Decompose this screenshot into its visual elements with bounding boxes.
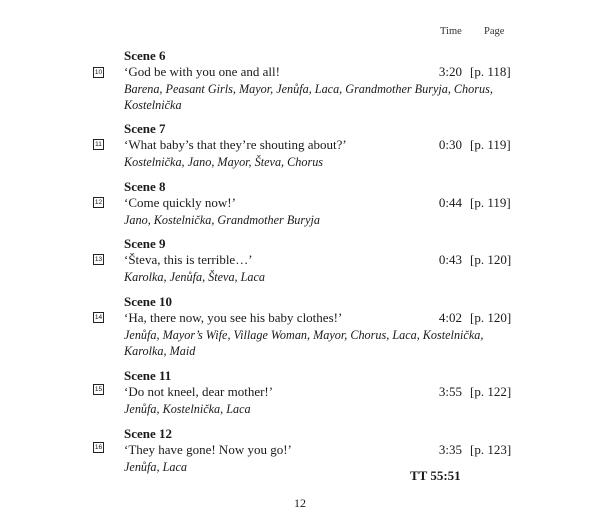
time-column-header: Time (440, 26, 462, 37)
scene-quote: ‘They have gone! Now you go!’ (124, 442, 292, 457)
scene-cast: Karolka, Jenůfa, Števa, Laca (124, 270, 266, 284)
scene-title: Scene 10 (124, 294, 173, 309)
scene-page-ref: [p. 119] (470, 195, 511, 210)
scene-title: Scene 8 (124, 179, 166, 194)
scene-title: Scene 6 (124, 48, 166, 63)
scene-page-ref: [p. 120] (470, 310, 512, 325)
track-number-box: 10 (94, 69, 103, 76)
scene-cast: Jano, Kostelnička, Grandmother Buryja (124, 213, 320, 227)
scene-cast: Kostelnička, Jano, Mayor, Števa, Chorus (124, 155, 324, 169)
scene-time: 4:02 (438, 310, 462, 325)
scene-quote: ‘Come quickly now!’ (124, 195, 236, 210)
scene-cast: Jenůfa, Laca (124, 460, 187, 474)
scene-time: 0:43 (438, 252, 462, 267)
track-number-box: 12 (94, 199, 103, 206)
page-number: 12 (294, 496, 306, 510)
total-time: TT 55:51 (410, 468, 461, 483)
scene-page-ref: [p. 123] (470, 442, 512, 457)
track-number-box: 11 (93, 139, 104, 150)
scene-time: 0:30 (438, 137, 462, 152)
scene-title: Scene 9 (124, 236, 166, 251)
track-number-box: 16 (94, 444, 103, 451)
scene-cast: Barena, Peasant Girls, Mayor, Jenůfa, Laca, Grandmother Buryja, Chorus, Kostelnička (124, 82, 493, 112)
scene-title: Scene 7 (124, 121, 166, 136)
scene-time: 3:55 (438, 384, 462, 399)
scene-page-ref: [p. 119] (470, 137, 511, 152)
scene-page-ref: [p. 122] (470, 384, 512, 399)
scene-quote: ‘Do not kneel, dear mother!’ (124, 384, 274, 399)
scene-quote: ‘What baby’s that they’re shouting about?’ (124, 137, 347, 152)
scene-page-ref: [p. 118] (470, 64, 511, 79)
track-number-box: 13 (94, 256, 103, 263)
scene-cast: Jenůfa, Mayor’s Wife, Village Woman, Mayor, Chorus, Laca, Kostelnička, Karolka, Maid (124, 328, 484, 358)
scene-title: Scene 12 (124, 426, 173, 441)
scene-quote: ‘Števa, this is terrible…’ (124, 252, 253, 267)
scene-time: 3:20 (438, 64, 462, 79)
scene-page-ref: [p. 120] (470, 252, 512, 267)
scene-time: 0:44 (438, 195, 462, 210)
track-number-box: 14 (94, 314, 103, 321)
track-number-box: 15 (94, 386, 103, 393)
scene-cast: Jenůfa, Kostelnička, Laca (124, 402, 251, 416)
scene-quote: ‘God be with you one and all! (124, 64, 280, 79)
scene-quote: ‘Ha, there now, you see his baby clothes!’ (124, 310, 343, 325)
page-column-header: Page (484, 26, 505, 37)
scene-time: 3:35 (438, 442, 462, 457)
scene-title: Scene 11 (124, 368, 172, 383)
